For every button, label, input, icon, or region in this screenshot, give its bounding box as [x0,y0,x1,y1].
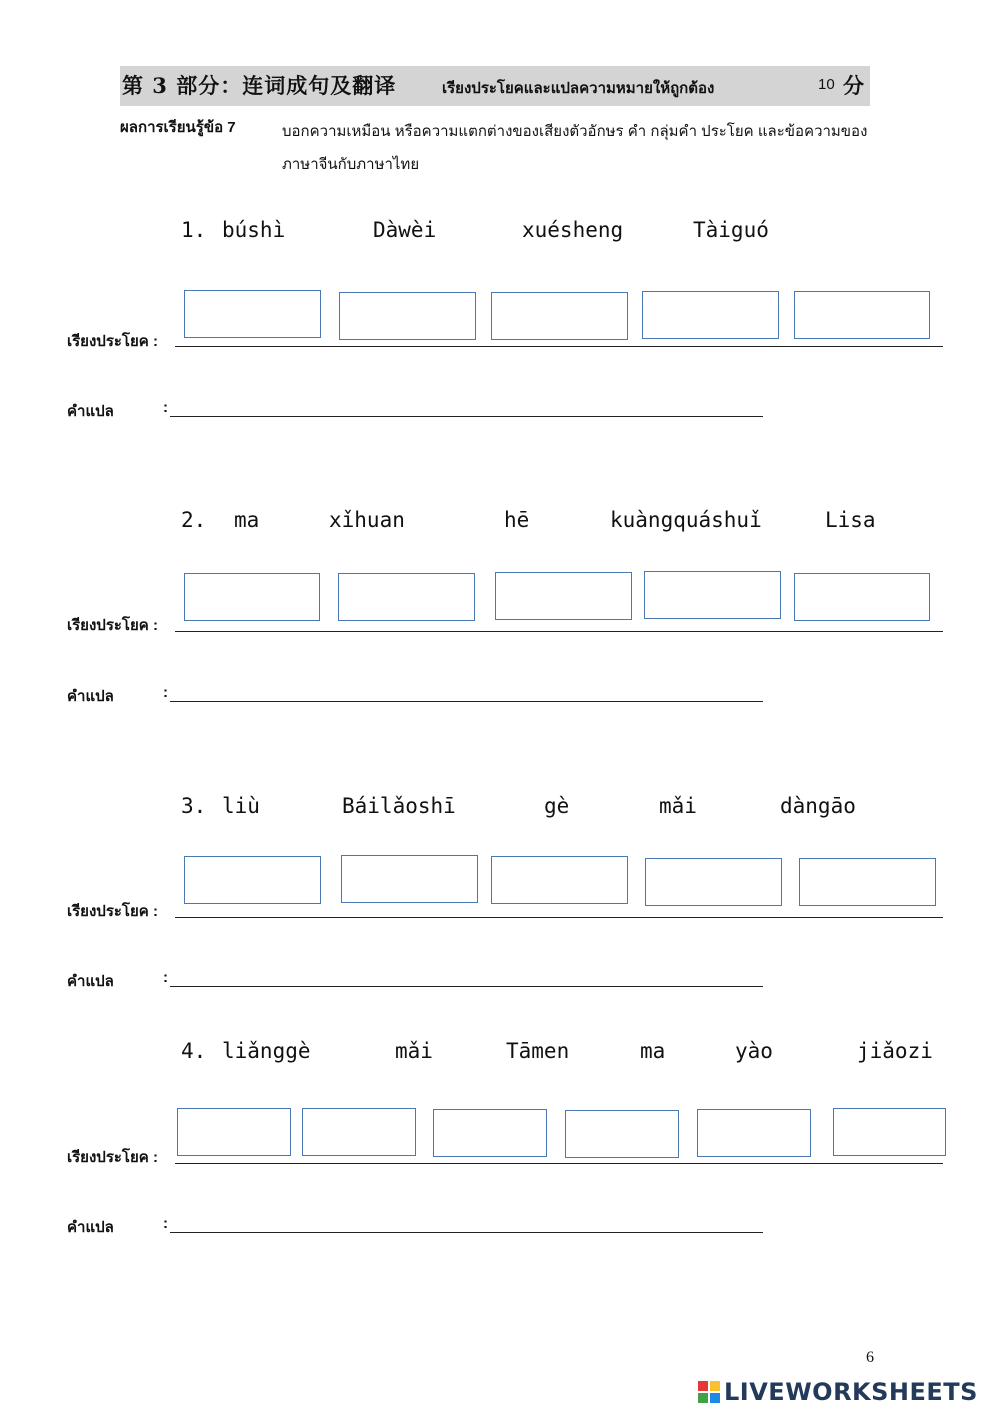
arrange-label: เรียงประโยค : [67,333,158,350]
answer-box[interactable] [184,573,320,621]
pinyin-word: dàngāo [780,794,856,818]
answer-box[interactable] [341,855,478,903]
translate-colon: : [163,969,168,986]
pinyin-word: Dàwèi [373,218,437,242]
answer-box[interactable] [697,1109,811,1157]
pinyin-word: xǐhuan [329,508,405,532]
pinyin-word: liǎnggè [222,1039,311,1063]
arrange-line[interactable] [175,346,943,347]
pinyin-word: ma [640,1039,666,1063]
pinyin-word: Tāmen [506,1039,570,1063]
translate-colon: : [163,399,168,416]
arrange-line[interactable] [175,631,943,632]
answer-box[interactable] [833,1108,946,1156]
answer-box[interactable] [495,572,632,620]
translate-label: คำแปล [67,973,114,990]
pinyin-word: mǎi [395,1039,433,1063]
answer-box[interactable] [184,856,321,904]
pinyin-word: mǎi [659,794,697,818]
translate-colon: : [163,1215,168,1232]
arrange-label: เรียงประโยค : [67,617,158,634]
answer-box[interactable] [645,858,782,906]
question-number: 1. [181,218,207,242]
learning-outcome-label: ผลการเรียนรู้ข้อ 7 [120,119,236,136]
pinyin-word: búshì [222,218,286,242]
translate-line[interactable] [170,986,763,987]
pinyin-word: xuésheng [522,218,624,242]
pinyin-word: Lisa [825,508,876,532]
arrange-line[interactable] [175,917,943,918]
section-title: 第 3 部分：连词成句及翻译 [122,73,397,98]
answer-box[interactable] [491,856,628,904]
pinyin-word: hē [504,508,530,532]
pinyin-word: liù [222,794,260,818]
answer-box[interactable] [642,291,779,339]
translate-label: คำแปล [67,688,114,705]
pinyin-word: Báilǎoshī [342,794,456,818]
arrange-label: เรียงประโยค : [67,1149,158,1166]
liveworksheets-logo-icon [698,1381,720,1403]
pinyin-word: kuàngquáshuǐ [610,508,762,532]
arrange-label: เรียงประโยค : [67,903,158,920]
pinyin-word: jiǎozi [857,1039,933,1063]
arrange-line[interactable] [175,1163,943,1164]
answer-box[interactable] [794,291,930,339]
question-number: 4. [181,1039,207,1063]
pinyin-word: gè [544,794,570,818]
section-subtitle: เรียงประโยคและแปลความหมายให้ถูกต้อง [442,80,715,97]
pinyin-word: Tàiguó [693,218,769,242]
question-number: 2. [181,508,207,532]
answer-box[interactable] [433,1109,547,1157]
question-number: 3. [181,794,207,818]
answer-box[interactable] [644,571,781,619]
answer-box[interactable] [491,292,628,340]
answer-box[interactable] [184,290,321,338]
liveworksheets-logo-text: LIVEWORKSHEETS [724,1378,978,1406]
translate-line[interactable] [170,416,763,417]
answer-box[interactable] [794,573,930,621]
answer-box[interactable] [177,1108,291,1156]
translate-colon: : [163,684,168,701]
answer-box[interactable] [338,573,475,621]
page-number: 6 [866,1349,874,1366]
pinyin-word: ma [234,508,260,532]
translate-label: คำแปล [67,403,114,420]
translate-label: คำแปล [67,1219,114,1236]
section-score: 10 [818,76,835,93]
translate-line[interactable] [170,1232,763,1233]
translate-line[interactable] [170,701,763,702]
pinyin-word: yào [735,1039,773,1063]
learning-outcome-text: บอกความเหมือน หรือความแตกต่างของเสียงตัวอักษร คำ กลุ่มคำ ประโยค และข้อความของภาษาจีนกับภาษาไทย [282,123,868,173]
answer-box[interactable] [339,292,476,340]
answer-box[interactable] [565,1110,679,1158]
answer-box[interactable] [302,1108,416,1156]
answer-box[interactable] [799,858,936,906]
section-score-unit: 分 [843,73,864,98]
